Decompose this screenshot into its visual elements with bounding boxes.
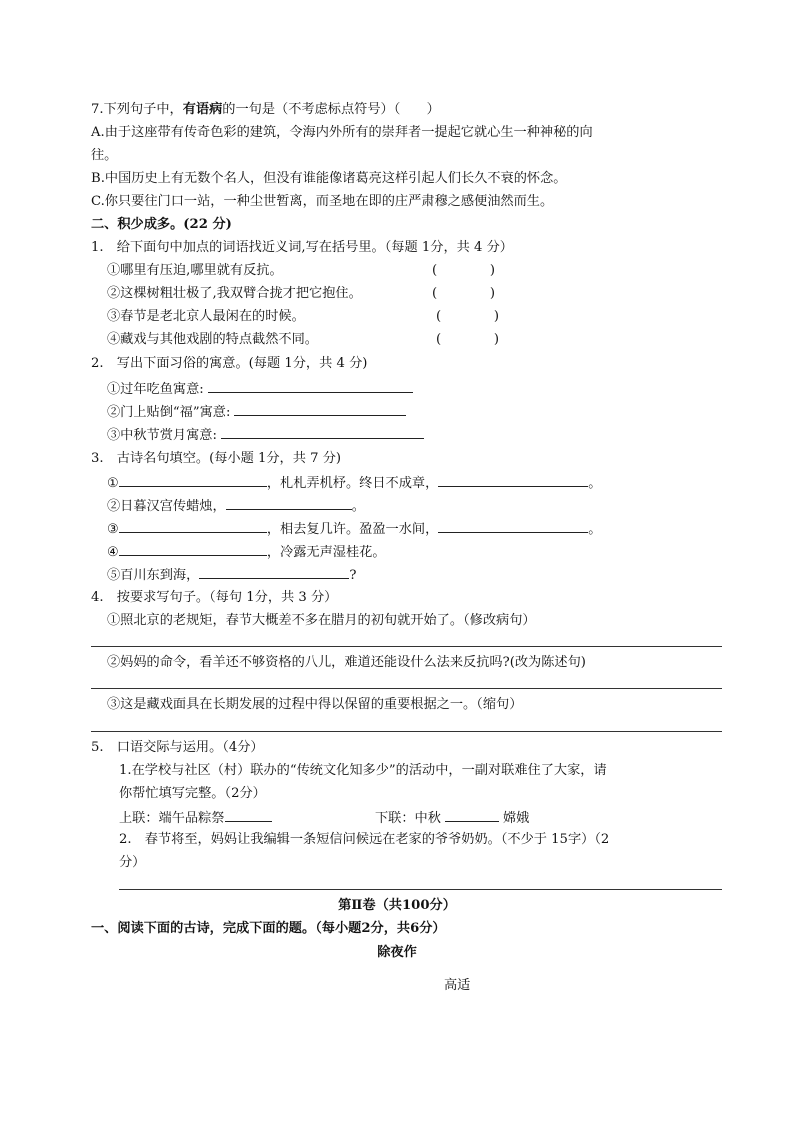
q3-line-5: ⑤百川东到海， ? [107, 565, 356, 585]
q7-option-b: B.中国历史上有无数个名人，但没有谁能像诸葛亮这样引起人们长久不衰的怀念。 [91, 171, 567, 186]
q5-sub1: 1.在学校与社区（村）联办的“传统文化知多少”的活动中，一副对联难住了大家，请 [119, 763, 607, 778]
q1-item-3: ③春节是老北京人最闲在的时候。 [107, 309, 305, 324]
q3-blank-1[interactable] [119, 473, 267, 487]
q7-option-a-cont: 往。 [91, 148, 118, 163]
q2-title: 2. 写出下面习俗的寓意。(每题 1分，共 4 分) [91, 356, 368, 371]
q3-blank-3[interactable] [226, 496, 352, 510]
q4-title: 4. 按要求写句子。（每句 1分，共 3 分） [91, 590, 338, 605]
poem-title: 除夜作 [377, 945, 417, 960]
q2-answer-line-2[interactable] [234, 402, 406, 416]
q3-blank-7[interactable] [199, 565, 349, 579]
q7-stem: 7.下列句子中，有语病的一句是（不考虑标点符号）（ ） [91, 102, 440, 117]
q3-blank-6[interactable] [119, 542, 267, 556]
q3-blank-5[interactable] [438, 519, 588, 533]
q2-answer-line-3[interactable] [221, 425, 424, 439]
q4-item-2: ②妈妈的命令，看羊还不够资格的八儿，难道还能设什么法来反抗吗?(改为陈述句) [107, 655, 586, 670]
q7-option-c: C.你只要往门口一站，一种尘世暂离，而圣地在即的庄严肃穆之感便油然而生。 [91, 194, 554, 209]
q3-blank-4[interactable] [119, 519, 267, 533]
section2-title: 二、积少成多。(22 分) [91, 217, 232, 232]
q1-answer-paren-1[interactable]: ( ) [432, 263, 496, 278]
couplet-lower-blank[interactable] [445, 808, 499, 822]
q4-answer-line-2[interactable] [91, 688, 722, 689]
q2-item-2: ②门上贴倒“福”寓意: [107, 402, 406, 422]
q7-bold-keyword: 有语病 [182, 102, 223, 117]
q1-answer-paren-3[interactable]: ( ) [436, 309, 500, 324]
q1-answer-paren-4[interactable]: ( ) [436, 332, 500, 347]
q5-answer-line[interactable] [119, 889, 722, 890]
q5-sub2-cont: 分） [119, 855, 146, 870]
couplet-lower: 下联：中秋 嫦娥 [375, 808, 529, 828]
poem-author: 高适 [444, 978, 471, 993]
q3-line-1: ① ，札札弄机杼。终日不成章， 。 [107, 473, 601, 493]
q4-item-1: ①照北京的老规矩，春节大概差不多在腊月的初旬就开始了。（修改病句） [107, 613, 536, 628]
q4-answer-line-1[interactable] [91, 646, 722, 647]
couplet-upper: 上联：端午品粽祭 [119, 808, 272, 828]
q1-title: 1. 给下面句中加点的词语找近义词,写在括号里。（每题 1分，共 4 分） [91, 240, 513, 255]
q3-line-2: ②日暮汉宫传蜡烛， 。 [107, 496, 365, 516]
part2-title: 第Ⅱ卷（共100分） [338, 898, 456, 913]
q1-answer-paren-2[interactable]: ( ) [432, 286, 496, 301]
q3-line-4: ④ ，冷露无声湿桂花。 [107, 542, 386, 562]
q1-item-1: ①哪里有压迫,哪里就有反抗。 [107, 263, 283, 278]
q3-line-3: ③ ，相去复几许。盈盈一水间， 。 [107, 519, 601, 539]
q5-sub1-cont: 你帮忙填写完整。（2分） [119, 786, 266, 801]
q2-answer-line-1[interactable] [208, 379, 413, 393]
q2-item-3: ③中秋节赏月寓意: [107, 425, 424, 445]
q1-item-4: ④藏戏与其他戏剧的特点截然不同。 [107, 332, 318, 347]
q1-item-2: ②这棵树粗壮极了,我双臂合拢才把它抱住。 [107, 286, 362, 301]
q3-blank-2[interactable] [438, 473, 588, 487]
q4-answer-line-3[interactable] [91, 731, 722, 732]
q5-title: 5. 口语交际与运用。（4分） [91, 740, 264, 755]
q2-item-1: ①过年吃鱼寓意: [107, 379, 413, 399]
q3-title: 3. 古诗名句填空。(每小题 1分，共 7 分) [91, 451, 342, 466]
q7-option-a: A.由于这座带有传奇色彩的建筑，令海内外所有的崇拜者一提起它就心生一种神秘的向 [91, 125, 593, 140]
q4-item-3: ③这是藏戏面具在长期发展的过程中得以保留的重要根据之一。（缩句） [107, 697, 523, 712]
couplet-upper-blank[interactable] [225, 808, 272, 822]
part2-section1-title: 一、阅读下面的古诗，完成下面的题。（每小题2分，共6分） [91, 921, 446, 936]
q5-sub2: 2. 春节将至，妈妈让我编辑一条短信问候远在老家的爷爷奶奶。（不少于 15字）（2 [119, 832, 610, 847]
